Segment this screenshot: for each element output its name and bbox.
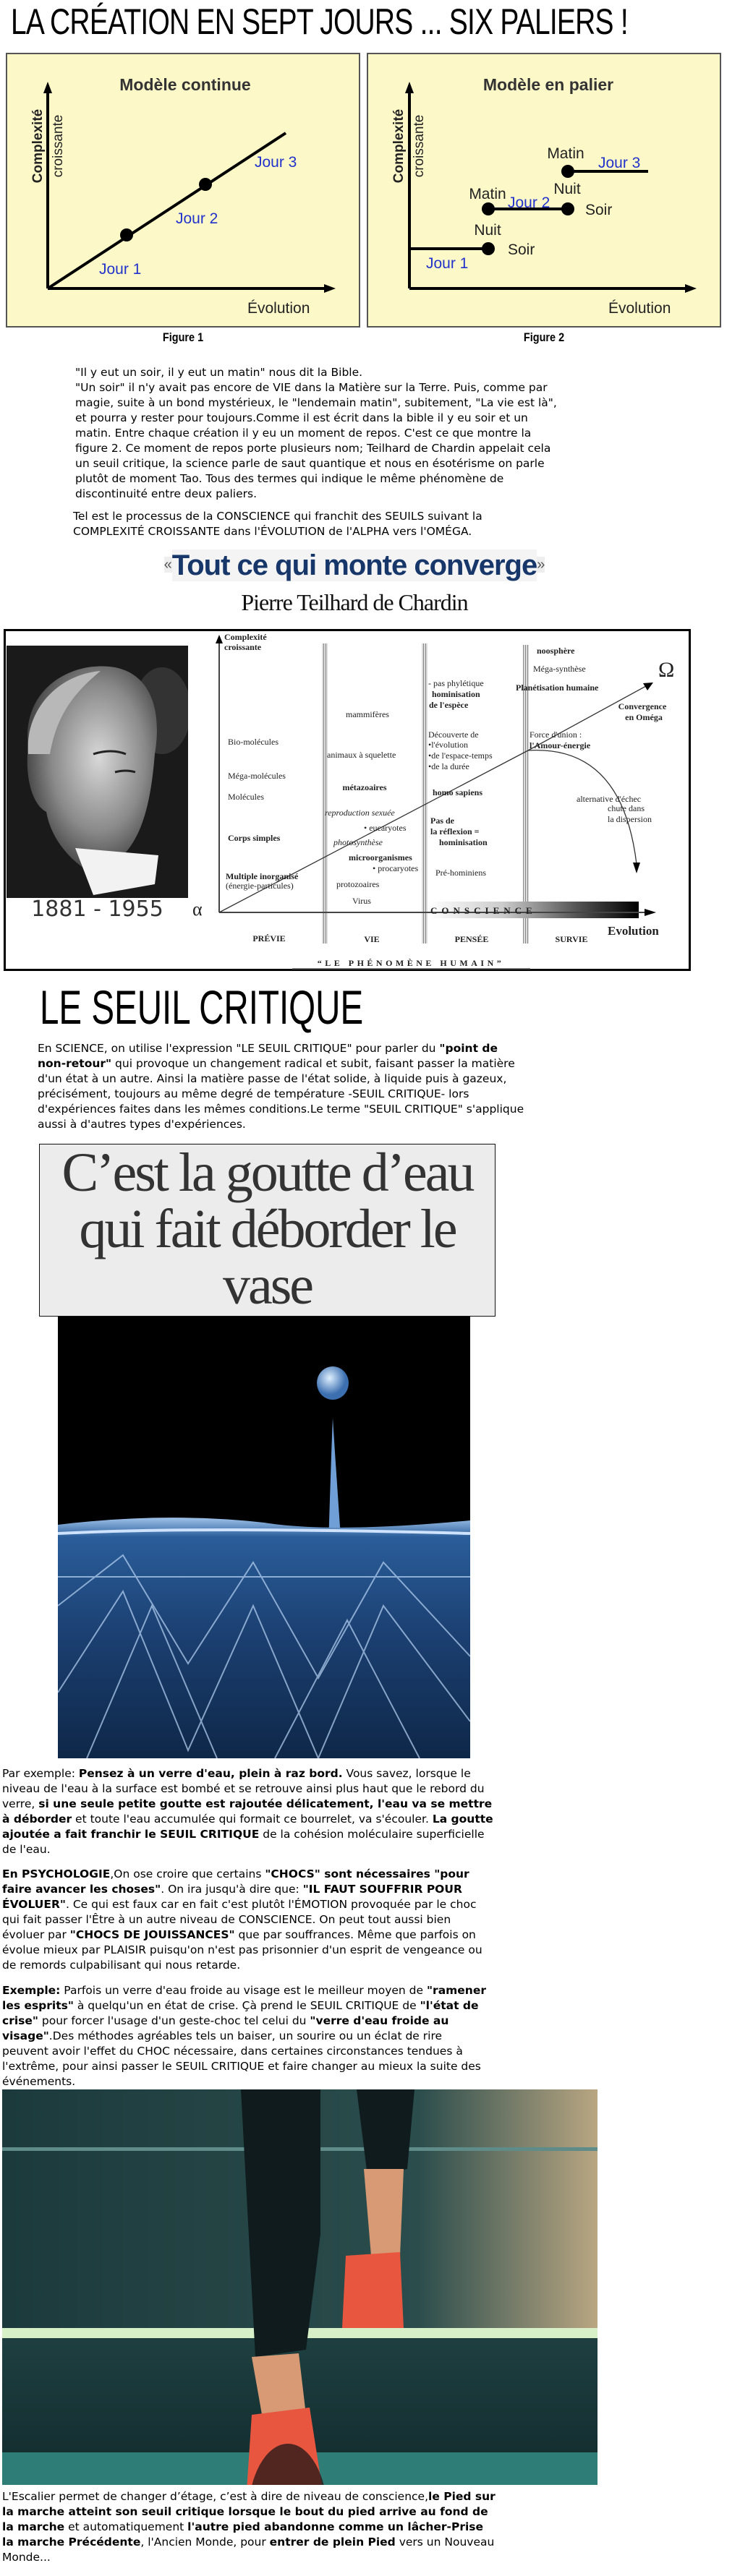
stage-label: • procaryotes: [373, 863, 419, 873]
proverb-line: qui fait déborder le: [79, 1199, 456, 1259]
failure-arrow-icon: [633, 863, 640, 873]
water-drop-photo: [58, 1317, 470, 1758]
stage-label: mammifères: [346, 709, 389, 719]
day-marker: [120, 228, 133, 241]
y-axis-label: croissante: [51, 114, 66, 178]
stage-label: •l'évolution: [428, 740, 469, 750]
day-label: Jour 2: [508, 194, 550, 211]
stage-label: homo sapiens: [433, 787, 483, 797]
state-label: Nuit: [553, 181, 581, 197]
stage-label: - pas phylétique: [428, 678, 484, 688]
stage-label: Planétisation humaine: [516, 682, 599, 693]
day-label: Jour 3: [255, 154, 297, 171]
text-segment: Parfois un verre d'eau froide au visage est le meilleur moyen de: [60, 1984, 427, 1997]
life-years: 1881 - 1955: [31, 897, 163, 922]
stage-label: Corps simples: [228, 833, 281, 843]
step-marker: [482, 242, 495, 255]
step-marker: [482, 202, 495, 215]
text-segment: de la cohésion moléculaire superficielle de l'eau.: [2, 1828, 485, 1856]
proverb-image: [39, 1144, 496, 1317]
text-segment: Par exemple:: [2, 1767, 79, 1780]
text-segment: pour forcer l'usage d'un geste-choc tel celui du: [38, 2014, 310, 2027]
stage-label: chute dans: [608, 803, 645, 813]
era-label: PENSÉE: [454, 934, 489, 944]
stage-label: Bio-molécules: [228, 737, 278, 747]
bold-segment: "CHOCS DE JOUISSANCES": [69, 1928, 235, 1941]
bold-segment: Pensez à un verre d'eau, plein à raz bord.: [78, 1767, 343, 1780]
day-label: Jour 1: [99, 261, 142, 278]
y-axis-label: Complexité: [224, 632, 267, 642]
figure-caption: Figure 2: [523, 330, 565, 344]
stage-label: Méga-synthèse: [533, 664, 586, 674]
stage-label: reproduction sexuée: [325, 808, 395, 818]
page-title: LA CRÉATION EN SEPT JOURS ... SIX PALIERS !: [11, 1, 628, 42]
stage-label: photosynthèse: [333, 837, 383, 847]
stage-label: l'Amour-énergie: [530, 740, 591, 750]
state-label: Matin: [469, 186, 506, 202]
bold-segment: le Pied sur la marche atteint son seuil critique lorsque le bout du pied arrive au fond de la marche: [2, 2490, 496, 2533]
bold-segment: si une seule petite goutte est rajoutée délicatement, l'eau va se mettre à déborder: [2, 1797, 493, 1826]
text-segment: . Ce qui est faux car en fait c'est plutôt l'ÉMOTION provoquée par le choc qui fait passer l'Être à un autre niveau de CONSCIENCE. On peut tout aussi bien évoluer par: [2, 1898, 477, 1941]
bold-segment: "point de non-retour": [38, 1042, 498, 1070]
stage-label: la dispersion: [608, 814, 652, 824]
bold-segment: "l'état de crise": [2, 1999, 479, 2027]
consciousness-label: CONSCIENCE: [430, 905, 537, 916]
y-axis-label: Complexité: [30, 108, 46, 184]
x-axis-arrow-icon: [645, 909, 656, 916]
stage-label: alternative d'échec: [577, 794, 642, 804]
text-segment: .Des méthodes agréables tels un baiser, un sourire ou un éclat de rire peuvent avoir l'effet du CHOC nécessaire, dans certaines circonstances tendues à l'extrême, pour ainsi passer le SEUIL CRITIQUE et faire changer au mieux la suite des événements.: [2, 2029, 481, 2088]
stage-label: Pas de: [430, 816, 454, 826]
bold-segment: "verre d'eau froide au visage": [2, 2014, 449, 2042]
diagram-caption: “LE PHÉNOMÈNE HUMAIN”: [317, 958, 505, 968]
stage-label: •de l'espace-temps: [428, 750, 493, 761]
stage-label: de l'espèce: [429, 700, 469, 710]
text-segment: et automatiquement: [64, 2520, 188, 2533]
y-axis-label: croissante: [412, 114, 427, 178]
y-axis-arrow-icon: [43, 82, 52, 93]
x-axis-label: Évolution: [247, 300, 310, 317]
phenomene-humain-diagram: [0, 622, 740, 976]
water-example-paragraph: [2, 1766, 736, 1857]
text-segment: que par souffrances. Même que parfois on évolue mieux par PLAISIR puisqu'on n'est pas prisonnier d'un esprit de vengeance ou de remords culpabilisant qui nous retarde.: [2, 1928, 482, 1972]
bold-segment: l'autre pied abandonne comme un lâcher-Prise la marche Précédente: [2, 2520, 484, 2549]
quote-close-mark: »: [537, 557, 545, 573]
day-label: Jour 2: [176, 210, 218, 227]
bold-segment: Exemple:: [2, 1984, 61, 1997]
stage-label: noosphère: [537, 646, 575, 656]
era-label: VIE: [364, 934, 380, 944]
bold-segment: entrer de plein Pied: [269, 2536, 396, 2549]
era-label: PRÉVIE: [252, 933, 286, 943]
quote: [0, 549, 709, 582]
stage-label: Virus: [352, 896, 371, 906]
x-axis-label: Evolution: [608, 924, 659, 938]
quote-text: Tout ce qui monte converge: [171, 549, 537, 581]
day-label: Jour 1: [426, 255, 469, 272]
stage-label: Molécules: [228, 792, 264, 802]
era-label: SURVIE: [555, 934, 588, 944]
bold-segment: "CHOCS" sont nécessaires "pour faire avancer les choses": [2, 1867, 469, 1896]
era-divider: [422, 643, 428, 943]
growth-line: [48, 133, 286, 288]
y-axis-label: Complexité: [391, 108, 407, 184]
alpha-symbol: α: [192, 899, 203, 920]
stage-label: Multiple inorganisé: [226, 871, 299, 881]
figure-continuous-model: [6, 53, 360, 328]
day-label: Jour 3: [598, 155, 641, 171]
quote-open-mark: «: [163, 557, 172, 573]
intro-paragraph: "Il y eut un soir, il y eut un matin" nous dit la Bible. "Un soir" il n'y avait pas encore de VIE dans la Matière sur la Terre. Puis, comme par magie, suite à un bond mystérieux, le "lendemain matin", subitement, "La vie est là", et pourra y rester pour toujours.Comme il est écrit dans la bible il y eu soir et un matin. Entre chaque création il y eu un moment de repos. C'est ce que montre la figure 2. Ce moment de repos porte plusieurs nom; Teilhard de Chardin appelait cela un seuil critique, la science parle de saut quantique et nous en ésotérisme on parle plutôt de moment Tao. Tous des termes qui indique le même phénomène de discontinuité entre deux paliers.: [75, 366, 557, 500]
text-segment: qui provoque un changement radical et subit, faisant passer la matière d'un état à un autre. Ainsi la matière passe de l'état solide, à liquide puis à gazeux, précisément, toujours au même degré de température -SEUIL CRITIQUE- lors d'expériences faites dans les mêmes conditions.Le terme "SEUIL CRITIQUE" s'applique aussi à d'autres types d'expériences.: [38, 1057, 524, 1131]
bold-segment: "IL FAUT SOUFFRIR POUR ÉVOLUER": [2, 1883, 462, 1911]
figure-step-model: [367, 53, 721, 328]
text-segment: vers un Nouveau Monde...: [2, 2536, 495, 2564]
text-segment: L'Escalier permet de changer d’étage, c’est à dire de niveau de conscience,: [2, 2490, 428, 2503]
stage-label: Force d'union :: [530, 729, 582, 740]
text-segment: , l'Ancien Monde, pour: [140, 2536, 270, 2549]
proverb-line: vase: [222, 1255, 312, 1316]
stage-label: Convergence: [618, 701, 667, 711]
x-axis-label: Évolution: [608, 300, 671, 317]
stage-label: Méga-molécules: [228, 771, 286, 781]
section-title: LE SEUIL CRITIQUE: [40, 980, 364, 1034]
figure-title: Modèle en palier: [482, 75, 614, 94]
conscience-paragraph: Tel est le processus de la CONSCIENCE qui franchit des SEUILS suivant la COMPLEXITÉ CROISSANTE dans l'ÉVOLUTION de l'ALPHA vers l'OMÉGA.: [73, 510, 482, 538]
bold-segment: "ramener les esprits": [2, 1984, 487, 2012]
text-segment: ,On ose croire que certains: [110, 1867, 265, 1880]
stage-label: la réflexion =: [430, 826, 480, 836]
text-segment: En SCIENCE, on utilise l'expression "LE SEUIL CRITIQUE" pour parler du: [38, 1042, 440, 1055]
step-marker: [561, 165, 574, 178]
stage-label: • eucaryotes: [364, 823, 407, 833]
stage-label: animaux à squelette: [327, 750, 396, 760]
step-marker: [561, 202, 574, 215]
psychology-paragraph: [2, 1867, 736, 1973]
stage-label: métazoaires: [342, 782, 387, 792]
y-axis-arrow-icon: [405, 82, 414, 93]
example-paragraph: [2, 1983, 736, 2089]
stage-label: en Oméga: [625, 712, 663, 722]
state-label: Soir: [508, 241, 535, 258]
omega-symbol: Ω: [658, 658, 675, 682]
text-segment: à quelqu'un en état de crise. Çà prend le SEUIL CRITIQUE de: [73, 1999, 420, 2012]
stage-label: hominisation: [432, 689, 480, 699]
text-segment: . On ira jusqu'à dire que:: [161, 1883, 303, 1896]
day-marker: [199, 178, 212, 191]
figure-title: Modèle continue: [119, 75, 251, 94]
proverb-line: C’est la goutte d’eau: [61, 1142, 473, 1203]
state-label: Matin: [547, 145, 584, 162]
figure-caption: Figure 1: [162, 330, 204, 344]
stairs-photo: [2, 2089, 597, 2485]
bold-segment: La goutte ajoutée a fait franchir le SEUIL CRITIQUE: [2, 1813, 493, 1841]
quote-author: Pierre Teilhard de Chardin: [241, 589, 468, 615]
stage-label: •de la durée: [428, 761, 469, 771]
stage-label: Découverte de: [428, 729, 479, 740]
era-divider: [322, 643, 328, 943]
stage-label: hominisation: [439, 837, 488, 847]
state-label: Soir: [585, 202, 613, 218]
bold-segment: En PSYCHOLOGIE: [2, 1867, 111, 1880]
seuil-paragraph: [38, 1041, 732, 1132]
stairs-paragraph: [2, 2489, 736, 2565]
text-segment: Vous savez, lorsque le niveau de l'eau à la surface est bombé et se retrouve ainsi plus haut que le rebord du verre,: [2, 1767, 485, 1810]
text-segment: et toute l'eau accumulée qui formait ce bourrelet, va s'écouler.: [72, 1813, 433, 1826]
stage-label: microorganismes: [349, 852, 412, 863]
stage-label: (énergie-particules): [226, 881, 294, 891]
y-axis-arrow-icon: [216, 635, 223, 643]
y-axis-label: croissante: [224, 642, 262, 652]
x-axis-arrow-icon: [685, 284, 697, 293]
stage-label: Pré-hominiens: [435, 868, 486, 878]
state-label: Nuit: [474, 222, 501, 239]
stage-label: protozoaires: [336, 879, 380, 889]
x-axis-arrow-icon: [324, 284, 336, 293]
